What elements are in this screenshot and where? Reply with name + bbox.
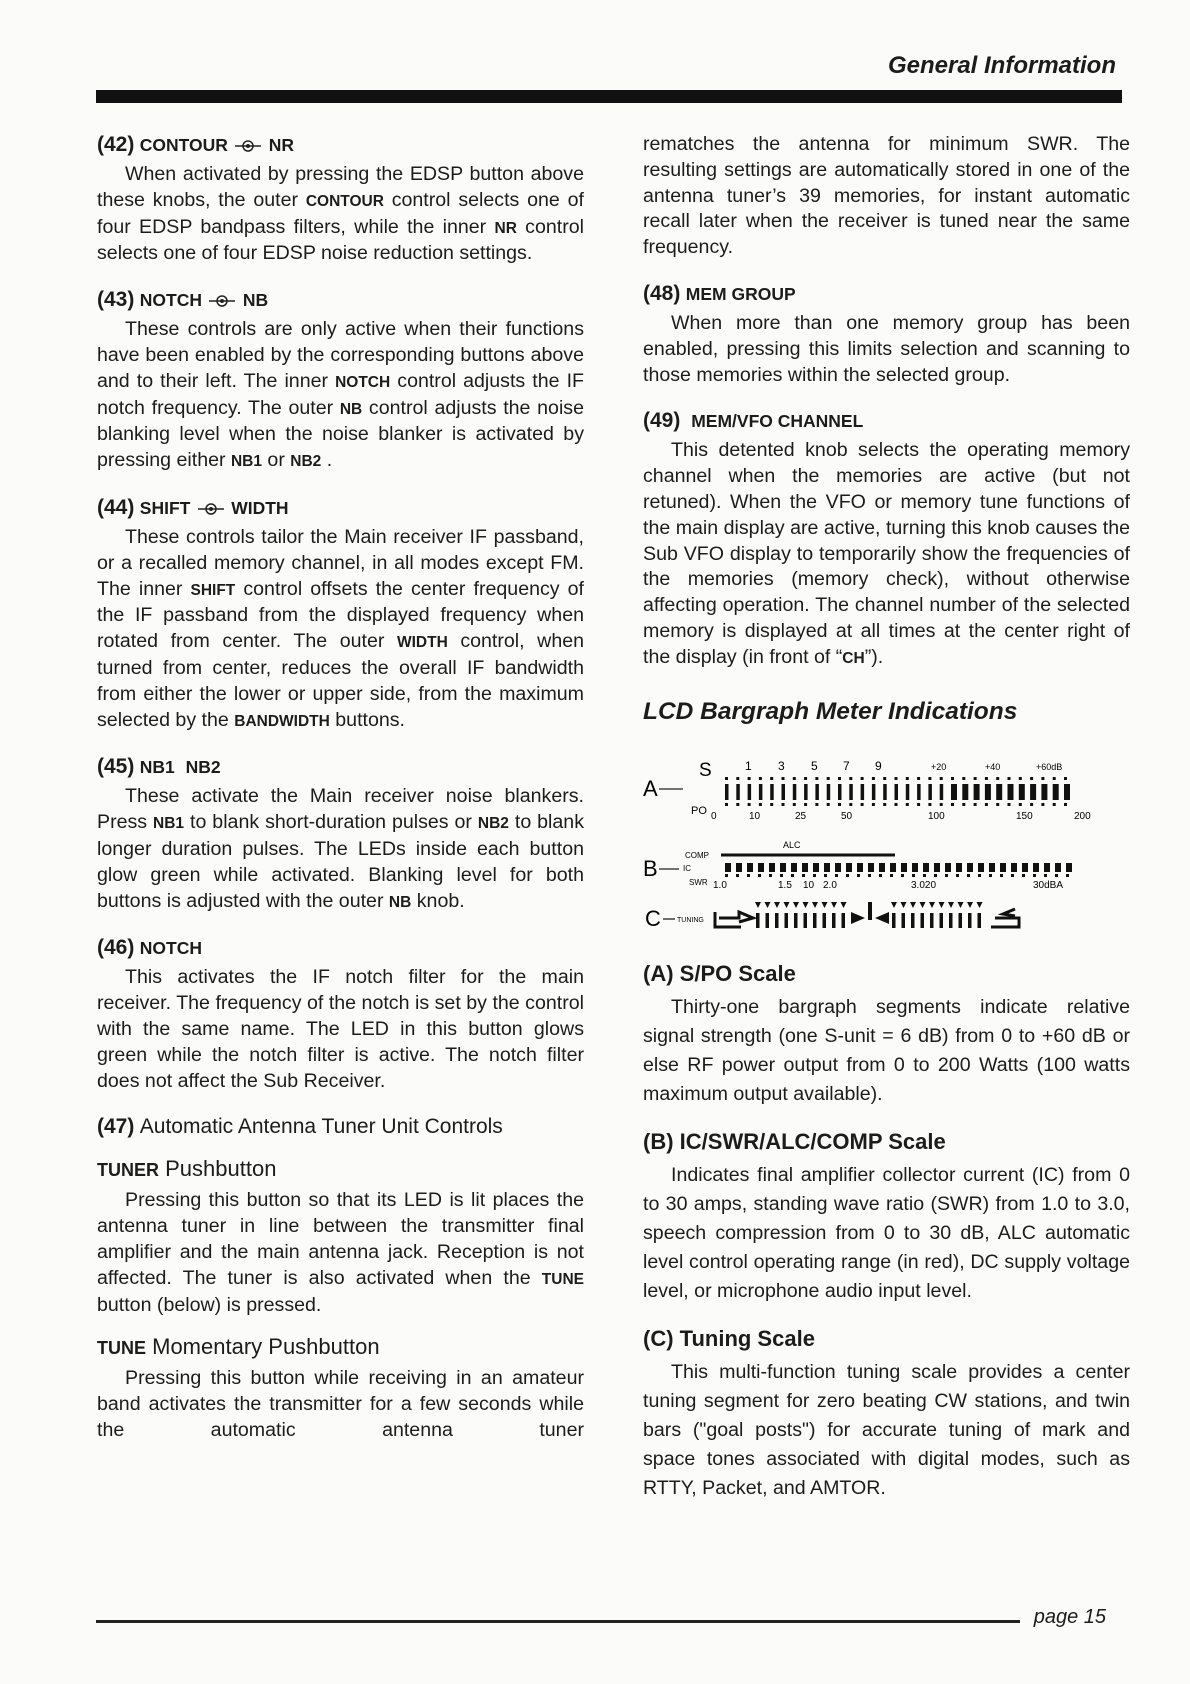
po-dot <box>804 803 807 806</box>
tuning-marker <box>793 902 799 908</box>
s-dot <box>996 777 999 780</box>
b-dot <box>868 874 871 877</box>
b-dot <box>1011 874 1014 877</box>
tuning-segment <box>813 913 817 928</box>
paragraph-scale-b: Indicates final amplifier collector current (IC) from 0 to 30 amps, standing wave ratio (SWR) from 1.0 to 3.0, speech compression from 0 to 30 dB, ALC automatic level control operating range (in red), DC supply voltage level, or microphone audio input level. <box>643 1163 1130 1302</box>
scale-c-title: (C) Tuning Scale <box>643 1325 815 1351</box>
b-segment <box>934 863 940 872</box>
control-name: NOTCH <box>139 938 202 959</box>
s-segment <box>996 784 1002 800</box>
tuner-subheading: TUNER Pushbutton <box>97 1156 277 1182</box>
b-dot <box>1055 874 1058 877</box>
row-a-label: A <box>643 775 658 801</box>
b-segment <box>879 863 885 872</box>
s-segment <box>815 784 819 800</box>
po-tick-label: 50 <box>841 810 853 822</box>
s-dot <box>917 777 920 780</box>
s-segment <box>985 784 991 800</box>
po-dot <box>736 803 739 806</box>
po-tick-label: 200 <box>1074 810 1091 822</box>
concentric-knob-icon <box>235 140 261 152</box>
po-dot <box>1053 803 1056 806</box>
s-segment <box>759 784 763 800</box>
po-tick-label: 25 <box>795 810 807 822</box>
s-dot <box>815 777 818 780</box>
tuning-segment <box>842 913 846 928</box>
tuning-segment <box>902 913 906 928</box>
po-dot <box>815 803 818 806</box>
po-dot <box>827 803 830 806</box>
lcd-section-title: LCD Bargraph Meter Indications <box>643 697 1018 725</box>
s-dot <box>940 777 943 780</box>
tuning-marker <box>803 902 809 908</box>
s-dot <box>928 777 931 780</box>
ic-label: IC <box>683 863 691 873</box>
control-name: WIDTH <box>231 497 289 518</box>
po-tick-label: 150 <box>1016 810 1033 822</box>
tune-subheading: TUNE Momentary Pushbutton <box>97 1334 380 1360</box>
po-dot <box>782 803 785 806</box>
b-segment <box>769 863 775 872</box>
po-dot <box>883 803 886 806</box>
control-name: SHIFT <box>139 497 191 518</box>
section-title: Automatic Antenna Tuner Unit Controls <box>139 1115 503 1139</box>
s-dot <box>974 777 977 780</box>
tuning-segment <box>911 913 915 928</box>
heading-42 <box>97 132 584 158</box>
po-dot <box>940 803 943 806</box>
tuning-marker <box>784 902 790 908</box>
b-dot <box>857 874 860 877</box>
item-number: (46) <box>97 936 135 960</box>
s-segment <box>1019 784 1025 800</box>
concentric-knob-icon <box>198 503 224 515</box>
po-dot <box>1064 803 1067 806</box>
s-segment <box>917 784 921 800</box>
heading-48 <box>643 281 1130 307</box>
right-column <box>643 132 1130 1503</box>
b-dot <box>802 874 805 877</box>
heading-46 <box>97 935 584 961</box>
control-name: NOTCH <box>139 290 202 311</box>
b-dot <box>1066 874 1069 877</box>
s-segment <box>951 784 957 800</box>
s-dot <box>736 777 739 780</box>
tuning-marker <box>958 902 964 908</box>
s-segment <box>872 784 876 800</box>
comp-label: COMP <box>685 850 709 860</box>
tuning-marker <box>948 902 954 908</box>
s-dot <box>906 777 909 780</box>
b-dot <box>824 874 827 877</box>
tuning-segment <box>766 913 770 928</box>
po-dot <box>770 803 773 806</box>
item-number: (48) <box>643 281 681 305</box>
s-dot <box>1041 777 1044 780</box>
heading-45 <box>97 754 584 780</box>
s-dot <box>759 777 762 780</box>
paragraph-42: When activated by pressing the EDSP button above these knobs, the outer CONTOUR control selects one of four EDSP bandpass filters, while the inner NR control selects one of four EDSP noise reduction settings. <box>97 163 584 265</box>
s-dot <box>1030 777 1033 780</box>
tuning-marker <box>822 902 828 908</box>
s-dot <box>895 777 898 780</box>
swr-label: SWR <box>689 877 708 887</box>
s-dot <box>1053 777 1056 780</box>
s-segment <box>883 784 887 800</box>
s-segment <box>725 784 729 800</box>
concentric-knob-icon <box>209 295 235 307</box>
b-segment <box>956 863 962 872</box>
swr-tick-label: 3.020 <box>911 879 937 891</box>
po-dot <box>725 803 728 806</box>
paragraph-48: When more than one memory group has been enabled, pressing this limits selection and scanning to those memories within the selected group. <box>643 311 1130 386</box>
po-dot <box>1019 803 1022 806</box>
b-dot <box>725 874 728 877</box>
s-dot <box>827 777 830 780</box>
b-segment <box>1033 863 1039 872</box>
b-segment <box>758 863 764 872</box>
b-segment <box>747 863 753 872</box>
tuning-segment <box>832 913 836 928</box>
tuning-marker <box>831 902 837 908</box>
b-dot <box>923 874 926 877</box>
po-dot <box>974 803 977 806</box>
paragraph-tune: Pressing this button while receiving in an amateur band activates the transmitter for a few seconds while the automatic antenna tuner <box>97 1367 584 1441</box>
b-segment <box>791 863 797 872</box>
row-b-label: B <box>643 855 658 881</box>
header-rule <box>96 90 1122 103</box>
tuning-segment <box>756 913 760 928</box>
b-dot <box>879 874 882 877</box>
alc-label: ALC <box>783 839 801 850</box>
paragraph-44: These controls tailor the Main receiver IF passband, or a recalled memory channel, in all modes except FM. The inner SHIFT control offsets the center frequency of the IF passband from the displayed frequency when rotated from center. The outer WIDTH control, when turned from center, reduces the overall IF bandwidth from either the lower or upper side, from the maximum selected by the BANDWIDTH buttons. <box>97 525 585 731</box>
s-segment <box>782 784 786 800</box>
tuning-marker <box>920 902 926 908</box>
tuning-marker <box>812 902 818 908</box>
b-segment <box>923 863 929 872</box>
b-segment <box>813 863 819 872</box>
paragraph-45: These activate the Main receiver noise blankers. Press NB1 to blank short-duration pulses or NB2 to blank longer duration pulses. The LEDs inside each button glow green while activated. Blanking level for both buttons is adjusted with the outer NB knob. <box>97 785 585 912</box>
control-name: NB2 <box>185 757 221 778</box>
tuning-marker <box>755 902 761 908</box>
left-column <box>97 132 584 1444</box>
tuning-left-arrow <box>715 912 753 927</box>
b-segment <box>868 863 874 872</box>
tuning-marker <box>901 902 907 908</box>
control-name: MEM/VFO CHANNEL <box>691 411 864 432</box>
po-tick-label: 0 <box>711 810 717 822</box>
b-dot <box>956 874 959 877</box>
scale-a-title: (A) S/PO Scale <box>643 960 796 986</box>
control-name: MEM GROUP <box>685 283 796 304</box>
heading-47 <box>97 1114 584 1140</box>
po-dot <box>928 803 931 806</box>
scale-b-title: (B) IC/SWR/ALC/COMP Scale <box>643 1128 946 1154</box>
paragraph-continued: rematches the antenna for minimum SWR. The resulting settings are automatically stored in one of the antenna tuner’s 39 memories, for instant automatic recall later when the receiver is tuned near the same frequency. <box>643 133 1130 259</box>
b-dot <box>1044 874 1047 877</box>
tuning-right-arrow <box>991 909 1019 927</box>
s-tick-label: +40 <box>985 761 1001 772</box>
s-segment <box>1053 784 1059 800</box>
b-segment <box>780 863 786 872</box>
s-segment <box>748 784 752 800</box>
s-dot <box>985 777 988 780</box>
b-dot <box>758 874 761 877</box>
po-tick-label: 100 <box>928 810 945 822</box>
item-number: (42) <box>97 133 135 156</box>
s-segment <box>827 784 831 800</box>
b-segment <box>824 863 830 872</box>
b-segment <box>1055 863 1061 872</box>
b-dot <box>978 874 981 877</box>
s-segment <box>1008 784 1014 800</box>
b-dot <box>934 874 937 877</box>
tuning-pointer-left <box>875 912 889 924</box>
swr-tick-label: 1.5 <box>778 879 792 891</box>
s-tick-label: +60dB <box>1036 761 1063 772</box>
s-segment <box>861 784 865 800</box>
tuning-segment <box>959 913 963 928</box>
s-dot <box>1064 777 1067 780</box>
swr-tick-label: 2.0 <box>823 879 837 891</box>
s-segment <box>1030 784 1036 800</box>
tuning-pointer-right <box>851 912 865 924</box>
b-segment <box>846 863 852 872</box>
s-dot <box>849 777 852 780</box>
s-dot <box>770 777 773 780</box>
b-segment <box>967 863 973 872</box>
s-segment <box>838 784 842 800</box>
tuning-marker <box>967 902 973 908</box>
b-dot <box>1033 874 1036 877</box>
control-name: NB <box>242 290 269 311</box>
po-dot <box>793 803 796 806</box>
s-dot <box>748 777 751 780</box>
po-dot <box>1041 803 1044 806</box>
b-segment <box>1022 863 1028 872</box>
tuning-segment <box>794 913 798 928</box>
s-tick-label: 7 <box>843 758 850 773</box>
s-dot <box>782 777 785 780</box>
b-segment <box>802 863 808 872</box>
s-dot <box>804 777 807 780</box>
s-segment <box>1064 784 1070 800</box>
b-dot <box>967 874 970 877</box>
tuning-marker <box>929 902 935 908</box>
tuning-segment <box>949 913 953 928</box>
item-number: (43) <box>97 288 135 312</box>
b-dot <box>791 874 794 877</box>
paragraph-scale-c: This multi-function tuning scale provides a center tuning segment for zero beating CW stations, and twin bars ("goal posts") for accurate tuning of mark and space tones associated with digital modes, such as RTTY, Packet, and AMTOR. <box>643 1360 1130 1499</box>
s-label: S <box>699 759 712 781</box>
s-dot <box>883 777 886 780</box>
s-dot <box>725 777 728 780</box>
s-tick-label: 9 <box>875 758 882 773</box>
control-name: NR <box>268 135 295 155</box>
s-tick-label: 5 <box>811 758 818 773</box>
paragraph-49: This detented knob selects the operating memory channel when the memories are active (but not retuned). When the VFO or memory tune functions of the main display are active, turning this knob causes the Sub VFO display to temporarily show the frequencies of the memories (memory check), without otherwise affecting operation. The channel number of the selected memory is displayed at all times at the center right of the display (in front of “CH”). <box>643 439 1130 668</box>
paragraph-tuner: Pressing this button so that its LED is lit places the antenna tuner in line between the transmitter final amplifier and the main antenna jack. Reception is not affected. The tuner is also activated when the TUNE button (below) is pressed. <box>97 1189 584 1316</box>
b-dot <box>912 874 915 877</box>
b-segment <box>725 863 731 872</box>
s-dot <box>793 777 796 780</box>
po-dot <box>838 803 841 806</box>
page-header-title: General Information <box>887 52 1116 79</box>
item-number: (45) <box>97 755 135 779</box>
b-dot <box>945 874 948 877</box>
b-dot <box>901 874 904 877</box>
tuning-segment <box>804 913 808 928</box>
s-tick-label: 1 <box>745 758 752 773</box>
item-number: (49) <box>643 409 681 433</box>
s-segment <box>974 784 980 800</box>
tuning-marker <box>774 902 780 908</box>
heading-43 <box>97 287 584 313</box>
b-segment <box>912 863 918 872</box>
paragraph-43: These controls are only active when their functions have been enabled by the corresponding buttons above and to their left. The inner NOTCH control adjusts the IF notch frequency. The outer NB control adjusts the noise blanking level when the noise blanker is activated by pressing either NB1 or NB2 . <box>97 318 584 472</box>
po-label: PO <box>691 804 707 817</box>
tuning-segment <box>892 913 896 928</box>
po-dot <box>962 803 965 806</box>
po-dot <box>996 803 999 806</box>
b-segment <box>890 863 896 872</box>
s-dot <box>838 777 841 780</box>
b-dot <box>989 874 992 877</box>
b-segment <box>1011 863 1017 872</box>
paragraph-46: This activates the IF notch filter for the main receiver. The frequency of the notch is set by the control with the same name. The LED in this button glows green while the notch filter is active. The notch filter does not affect the Sub Receiver. <box>97 966 584 1092</box>
po-dot <box>849 803 852 806</box>
tuning-marker <box>910 902 916 908</box>
tuning-segment <box>785 913 789 928</box>
b-dot <box>736 874 739 877</box>
b-dot <box>835 874 838 877</box>
po-dot <box>985 803 988 806</box>
po-dot <box>748 803 751 806</box>
tuning-segment <box>921 913 925 928</box>
s-dot <box>1019 777 1022 780</box>
heading-49 <box>643 408 1130 434</box>
swr-tick-label: 10 <box>803 879 815 891</box>
s-dot <box>1008 777 1011 780</box>
swr-tick-label: 30dBA <box>1033 879 1064 891</box>
po-dot <box>906 803 909 806</box>
b-segment <box>945 863 951 872</box>
s-dot <box>962 777 965 780</box>
s-dot <box>861 777 864 780</box>
footer-rule <box>96 1620 1020 1623</box>
b-dot <box>780 874 783 877</box>
po-tick-label: 10 <box>749 810 761 822</box>
s-segment <box>928 784 932 800</box>
po-dot <box>1030 803 1033 806</box>
page-number: page 15 <box>1033 1606 1106 1628</box>
s-tick-label: 3 <box>778 758 785 773</box>
s-segment <box>895 784 899 800</box>
b-dot <box>890 874 893 877</box>
b-segment <box>1066 863 1072 872</box>
b-segment <box>835 863 841 872</box>
b-segment <box>736 863 742 872</box>
b-dot <box>813 874 816 877</box>
s-segment <box>906 784 910 800</box>
b-segment <box>857 863 863 872</box>
paragraph-scale-a: Thirty-one bargraph segments indicate relative signal strength (one S-unit = 6 dB) from 0 to +60 dB or else RF power output from 0 to 200 Watts (100 watts maximum output available). <box>643 995 1130 1105</box>
tuning-marker <box>765 902 771 908</box>
item-number: (44) <box>97 495 135 519</box>
s-dot <box>951 777 954 780</box>
tuning-center-segment <box>868 902 872 920</box>
po-dot <box>917 803 920 806</box>
po-dot <box>951 803 954 806</box>
po-dot <box>759 803 762 806</box>
s-segment <box>793 784 797 800</box>
tuning-marker <box>841 902 847 908</box>
swr-tick-label: 1.0 <box>713 879 727 891</box>
s-segment <box>804 784 808 800</box>
tuning-segment <box>968 913 972 928</box>
s-dot <box>872 777 875 780</box>
b-dot <box>769 874 772 877</box>
b-dot <box>747 874 750 877</box>
s-tick-label: +20 <box>931 761 947 772</box>
b-segment <box>901 863 907 872</box>
b-dot <box>1022 874 1025 877</box>
tuning-label: TUNING <box>677 916 704 924</box>
s-segment <box>770 784 774 800</box>
b-segment <box>1000 863 1006 872</box>
po-dot <box>861 803 864 806</box>
tuning-segment <box>823 913 827 928</box>
heading-44 <box>97 495 584 521</box>
tuning-segment <box>930 913 934 928</box>
b-dot <box>846 874 849 877</box>
s-segment <box>736 784 740 800</box>
item-number: (47) <box>97 1115 135 1139</box>
s-segment <box>849 784 853 800</box>
control-name: CONTOUR <box>139 135 228 155</box>
tuning-segment <box>775 913 779 928</box>
tuning-segment <box>940 913 944 928</box>
tuning-marker <box>977 902 983 908</box>
s-segment <box>940 784 944 800</box>
tuning-marker <box>939 902 945 908</box>
s-segment <box>1041 784 1047 800</box>
po-dot <box>1008 803 1011 806</box>
lcd-bargraph-figure <box>643 744 1130 936</box>
tuning-segment <box>978 913 982 928</box>
control-name: NB1 <box>139 757 175 778</box>
po-dot <box>872 803 875 806</box>
po-dot <box>895 803 898 806</box>
b-segment <box>1044 863 1050 872</box>
b-dot <box>1000 874 1003 877</box>
row-c-label: C <box>645 905 661 931</box>
b-segment <box>978 863 984 872</box>
s-segment <box>962 784 968 800</box>
tuning-marker <box>891 902 897 908</box>
b-segment <box>989 863 995 872</box>
